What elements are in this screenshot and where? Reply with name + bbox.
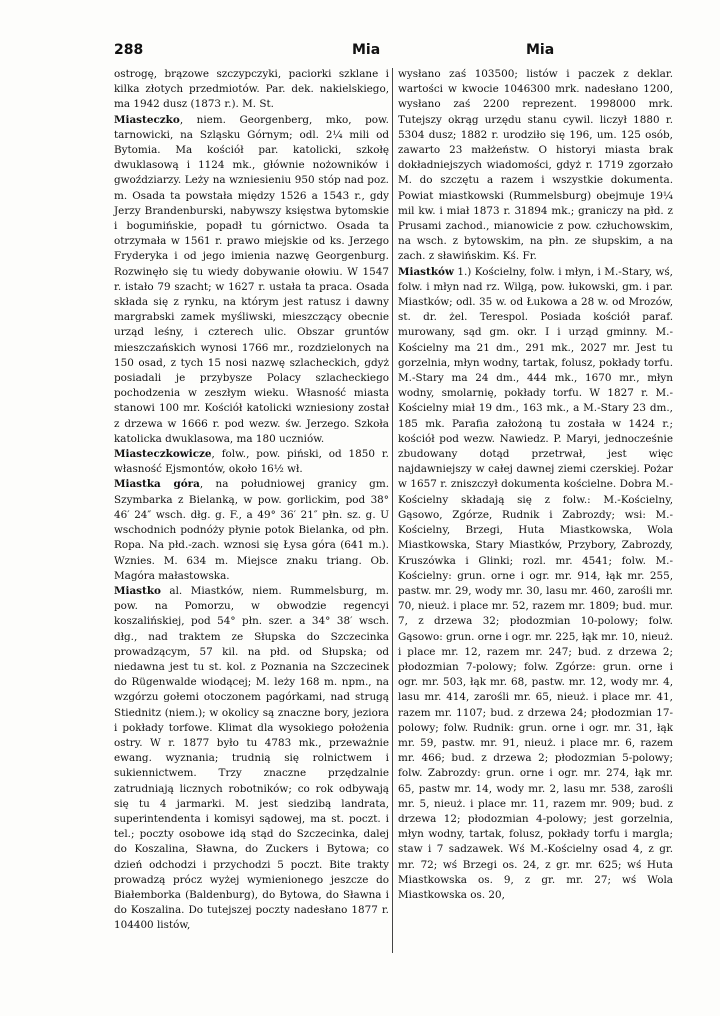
left-running-head: Mia xyxy=(352,42,381,58)
entry-paragraph xyxy=(114,113,389,447)
entry-paragraph xyxy=(398,265,673,904)
entry-text: wysłano zaś 103500; listów i paczek z deklar. wartości w kwocie 1046300 mrk. nadesłano 1200, wysłano zaś 2200 reprezent. 1998000 mrk. Tutejszy okrąg urzędu stanu cywil. liczył 1880 r. 5304 dusz; 1882 r. urodziło się 196, um. 125 osób, zawarto 23 małżeństw. O historyi miasta brak dokładniejszych wiadomości, gdyż r. 1719 zgorzało M. do szczętu a razem i wszystkie dokumenta. Powiat miastkowski (Rummelsburg) obejmuje 19¼ mil kw. i miał 1873 r. 31894 mk.; graniczy na płd. z Prusami zachod., mianowicie z pow. człuchowskim, na wsch. z bytowskim, na płn. ze słupskim, a na zach. z sławińskim. Kś. Fr. xyxy=(398,68,673,263)
entry-text: , niem. Georgenberg, mko, pow. tarnowicki, na Szląsku Górnym; odl. 2¼ mili od Bytomia. Ma kościół par. katolicki, szkołę dwuklasową i 1124 mk., głównie nożowników i gwoździarzy. Leży na wzniesieniu 950 stóp nad poz. m. Osada ta powstała między 1526 a 1543 r., gdy Jerzy Brandenburski, nabywszy księstwa bytomskie i bogumińskie, popadł tu górnictwo. Osada ta otrzymała w 1561 r. prawo miejskie od ks. Jerzego Fryderyka i od jego imienia nazwę Georgenburg. Rozwinęło się tu wiedy dobywanie ołowiu. W 1547 r. istało 79 szacht; w 1627 r. ustała ta praca. Osada składa się z rynku, na którym jest ratusz i dawny margrabski zamek myśliwski, mieszczący obecnie urząd leśny, i czterech ulic. Obszar gruntów mieszczańskich wynosi 1766 mr., rozdzielonych na 150 osad, z tych 15 nosi nazwę szlacheckich, gdyż posiadali je przybysze Polacy szlacheckiego pochodzenia w zeszłym wieku. Własność miasta stanowi 100 mr. Kościół katolicki wzniesiony został z drzewa w 1666 r. pod wezw. św. Jerzego. Szkoła katolicka dwuklasowa, ma 180 uczniów. xyxy=(114,113,389,445)
entry-text: 1.) Kościelny, folw. i młyn, i M.-Stary, wś, folw. i młyn nad rz. Wilgą, pow. łukowski, gm. i par. Miastków; odl. 35 w. od Łukowa a 28 w. od Mrozów, st. dr. żel. Terespol. Posiada kościół paraf. murowany, sąd gm. okr. I i urząd gminny. M.-Kościelny ma 21 dm., 291 mk., 2027 mr. Jest tu gorzelnia, młyn wodny, tartak, folusz, pokłady torfu. M.-Stary ma 24 dm., 444 mk., 1670 mr., młyn wodny, smolarnię, pokłady torfu. W 1827 r. M.-Kościelny miał 19 dm., 163 mk., a M.-Stary 23 dm., 185 mk. Parafia założoną tu została w 1424 r.; kościół pod wezw. Nawiedz. P. Maryi, jednocześnie zbudowany dotąd przetrwał, jest więc najdawniejszy w całej dawnej ziemi czerskiej. Pożar w 1657 r. zniszczył dokumenta kościelne. Dobra M.-Kościelny składają się z folw.: M.-Kościelny, Gąsowo, Zgórze, Rudnik i Zabrozdy; wsi: M.-Kościelny, Brzegi, Huta Miastkowska, Wola Miastkowska, Stary Miastków, Przybory, Zabrozdy, Kruszówka i Glinki; rozl. mr. 4541; folw. M.-Kościelny: grun. orne i ogr. mr. 914, łąk mr. 255, pastw. mr. 29, wody mr. 30, lasu mr. 460, zarośli mr. 70, nieuż. i place mr. 52, razem mr. 1809; bud. mur. 7, z drzewa 32; płodozmian 10-polowy; folw. Gąsowo: grun. orne i ogr. mr. 225, łąk mr. 10, nieuż. i place mr. 12, razem mr. 247; bud. z drzewa 2; płodozmian 7-polowy; folw. Zgórze: grun. orne i ogr. mr. 503, łąk mr. 68, pastw. mr. 12, wody mr. 4, lasu mr. 414, zarośli mr. 65, nieuż. i place mr. 41, razem mr. 1107; bud. z drzewa 24; płodozmian 17-polowy; folw. Rudnik: grun. orne i ogr. mr. 31, łąk mr. 59, pastw. mr. 91, nieuż. i place mr. 6, razem mr. 466; bud. z drzewa 2; płodozmian 5-polowy; folw. Zabrozdy: grun. orne i ogr. mr. 274, łąk mr. 65, pastw mr. 14, wody mr. 2, lasu mr. 538, zarośli mr. 5, nieuż. i place mr. 11, razem mr. 909; bud. z drzewa 12; płodozmian 4-polowy; jest gorzelnia, młyn wodny, tartak, folusz, pokłady torfu i margla; staw i 7 sadzawek. Wś M.-Kościelny osad 4, z gr. mr. 72; wś Brzegi os. 24, z gr. mr. 625; wś Huta Miastkowska os. 9, z gr. mr. 27; wś Wola Miastkowska os. 20, xyxy=(398,265,673,901)
entry-paragraph xyxy=(398,67,673,265)
right-running-head: Mia xyxy=(526,42,555,58)
entry-headword: Miasteczkowicze xyxy=(114,448,212,461)
entry-headword: Miastków xyxy=(398,265,454,278)
page-number: 288 xyxy=(114,42,144,58)
column-divider xyxy=(392,68,393,953)
entry-text: , na południowej granicy gm. Szymbarka z Bielanką, w pow. gorlickim, pod 38° 46′ 24″ wsch. dłg. g. F., a 49° 36′ 21″ płn. sz. g. U wschodnich podnóży płynie potok Bielanka, od płn. Ropa. Na płd.-zach. wznosi się Łysa góra (641 m.). Wznies. M. 634 m. Miejsce znaku triang. Ob. Magóra małastowska. xyxy=(114,478,389,582)
entry-headword: Miastka góra xyxy=(114,478,200,491)
entry-paragraph xyxy=(114,67,389,113)
entry-headword: Miasteczko xyxy=(114,113,180,126)
entry-headword: Miastko xyxy=(114,584,161,597)
entry-paragraph xyxy=(114,447,389,477)
entry-text: , folw., pow. piński, od 1850 r. własność Ejsmontów, około 16½ wł. xyxy=(114,448,389,476)
entry-text: ostrogę, brązowe szczypczyki, paciorki szklane i kilka złotych przedmiotów. Par. dek. nakielskiego, ma 1942 dusz (1873 r.). M. St. xyxy=(114,68,389,111)
entry-text: al. Miastków, niem. Rummelsburg, m. pow. na Pomorzu, w obwodzie regencyi koszalińskiej, pod 54° płn. szer. a 34° 38′ wsch. dłg., nad traktem ze Słupska do Szczecinka prowadzącym, 57 kil. na płd. od Słupska; od niedawna jest tu st. kol. z Poznania na Szczecinek do Rügenwalde wiodącej; M. leży 168 m. npm., na wzgórzu gołemi otoczonem pagórkami, nad strugą Stiednitz (niem.); w okolicy są znaczne bory, jeziora i pokłady torfowe. Klimat dla wysokiego położenia ostry. W r. 1877 było tu 4783 mk., przeważnie ewang. wyznania; trudnią się rolnictwem i sukiennictwem. Trzy znaczne przędzalnie zatrudniają licznych robotników; co rok odbywają się tu 4 jarmarki. M. jest siedzibą landrata, superintendenta i komisyi sądowej, ma st. poczt. i tel.; poczty osobowe idą stąd do Szczecinka, dalej do Koszalina, Sławna, do Zuckers i Bytowa; co dzień odchodzi i przychodzi 5 poczt. Bite trakty prowadzą prócz wyżej wymienionego jeszcze do Białemborka (Baldenburg), do Bytowa, do Sławna i do Koszalina. Do tutejszej poczty nadesłano 1877 r. 104400 listów, xyxy=(114,584,389,932)
page-header xyxy=(114,42,674,64)
entry-paragraph xyxy=(114,584,389,934)
entry-paragraph xyxy=(114,477,389,583)
right-column xyxy=(398,67,673,903)
left-column xyxy=(114,67,389,934)
